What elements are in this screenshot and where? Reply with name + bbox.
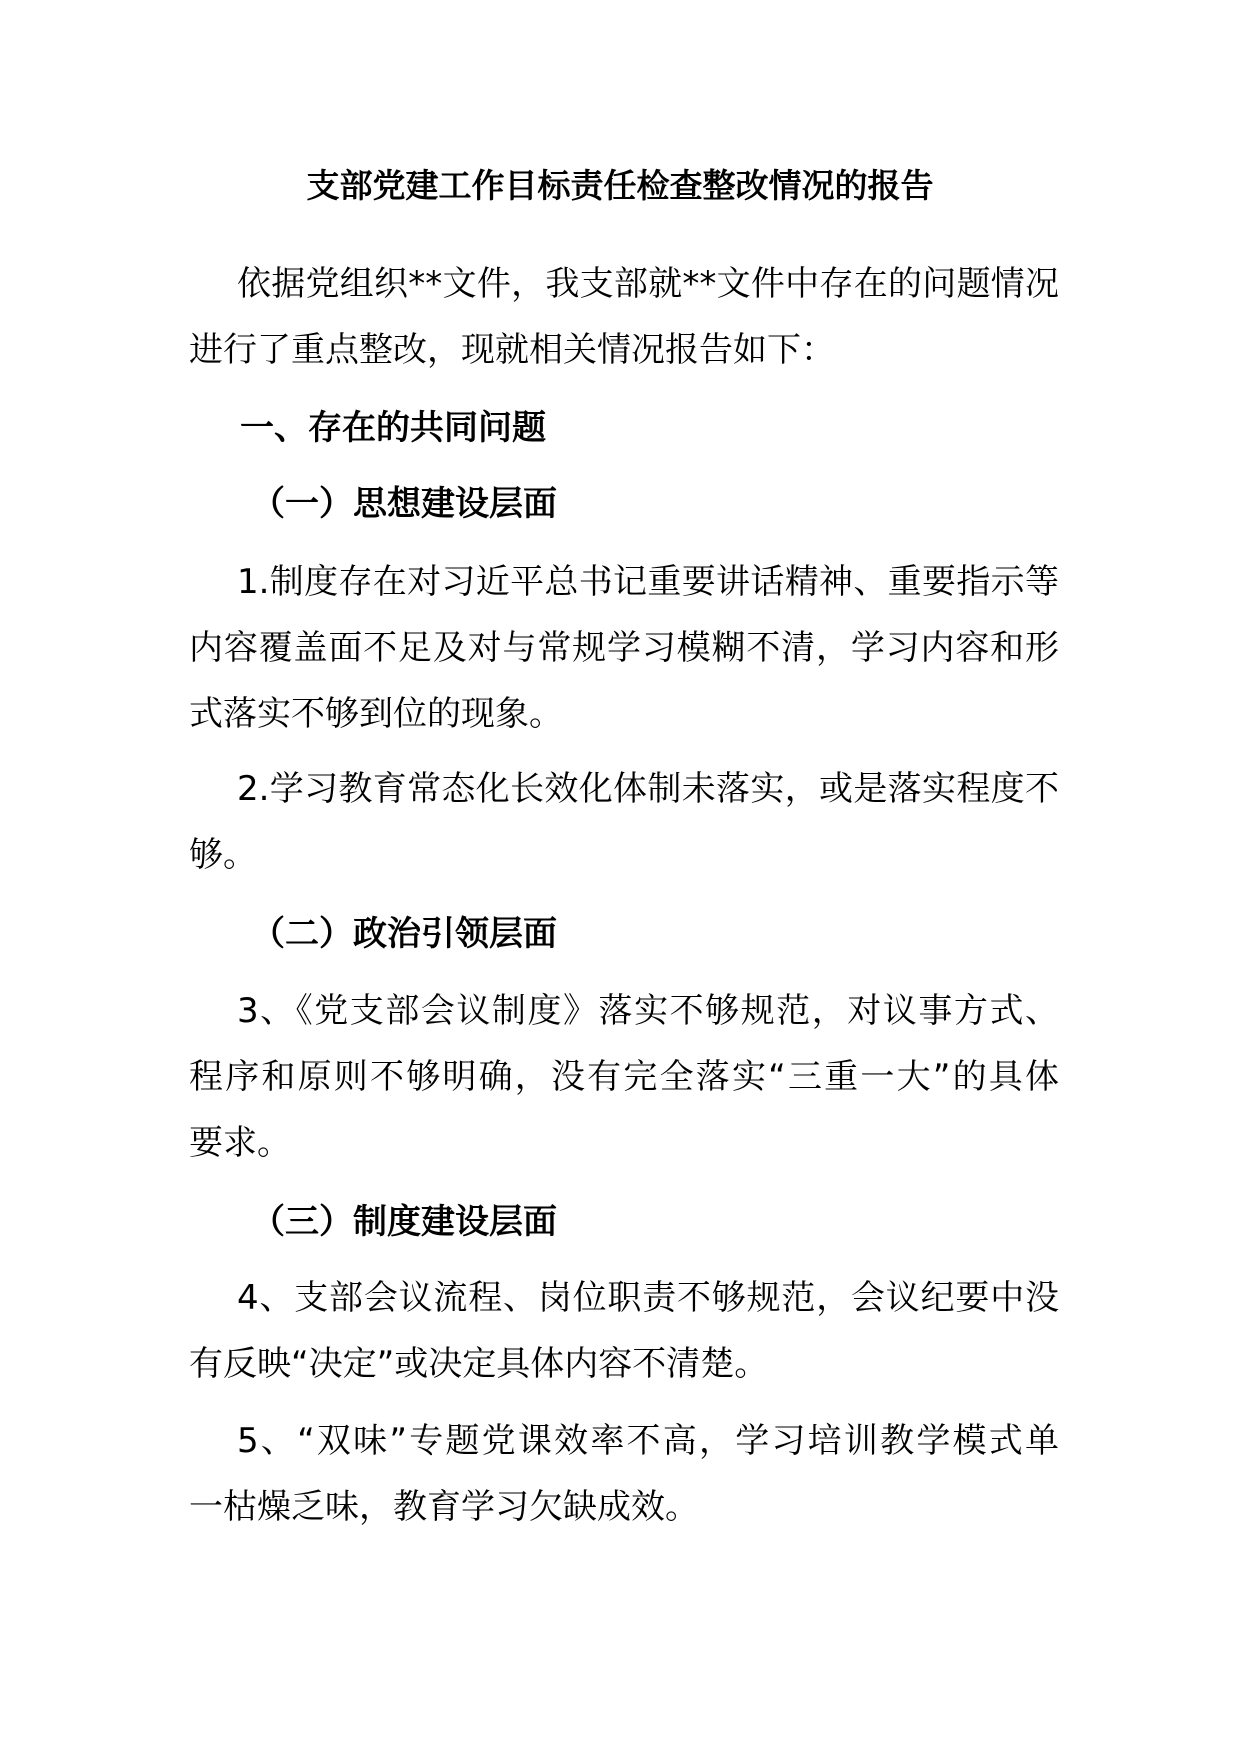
intro-paragraph [189, 251, 1059, 383]
paragraph-line: 有反映“决定”或决定具体内容不清楚。 [189, 1344, 769, 1384]
paragraph-line: 够。 [189, 835, 257, 875]
paragraph-line: 3、《党支部会议制度》落实不够规范，对议事方式、 [237, 991, 1059, 1031]
paragraph-line: 2.学习教育常态化长效化体制未落实，或是落实程度不 [237, 769, 1059, 809]
paragraph-line: 进行了重点整改，现就相关情况报告如下： [189, 330, 835, 370]
paragraph-line: 4、支部会议流程、岗位职责不够规范，会议纪要中没 [237, 1278, 1059, 1318]
paragraph-line: 程序和原则不够明确，没有完全落实“三重一大”的具体 [189, 1057, 1059, 1097]
item-4-paragraph [189, 1265, 1059, 1397]
subsection-heading-2: （二）政治引领层面 [251, 914, 557, 954]
paragraph-line: 5、“双味”专题党课效率不高，学习培训教学模式单 [237, 1421, 1059, 1461]
paragraph-line: 一枯燥乏味，教育学习欠缺成效。 [189, 1487, 699, 1527]
item-2-paragraph [189, 756, 1059, 888]
paragraph-line: 式落实不够到位的现象。 [189, 694, 563, 734]
item-5-paragraph [189, 1408, 1059, 1540]
item-1-paragraph [189, 549, 1059, 747]
subsection-heading-1: （一）思想建设层面 [251, 484, 557, 524]
paragraph-line: 1.制度存在对习近平总书记重要讲话精神、重要指示等 [237, 562, 1059, 602]
item-3-paragraph [189, 978, 1059, 1176]
paragraph-line: 依据党组织**文件，我支部就**文件中存在的问题情况 [237, 264, 1059, 304]
paragraph-line: 要求。 [189, 1123, 291, 1163]
section-heading-1: 一、存在的共同问题 [240, 408, 546, 448]
paragraph-line: 内容覆盖面不足及对与常规学习模糊不清，学习内容和形 [189, 628, 1059, 668]
document-title: 支部党建工作目标责任检查整改情况的报告 [306, 166, 934, 205]
subsection-heading-3: （三）制度建设层面 [251, 1202, 557, 1242]
